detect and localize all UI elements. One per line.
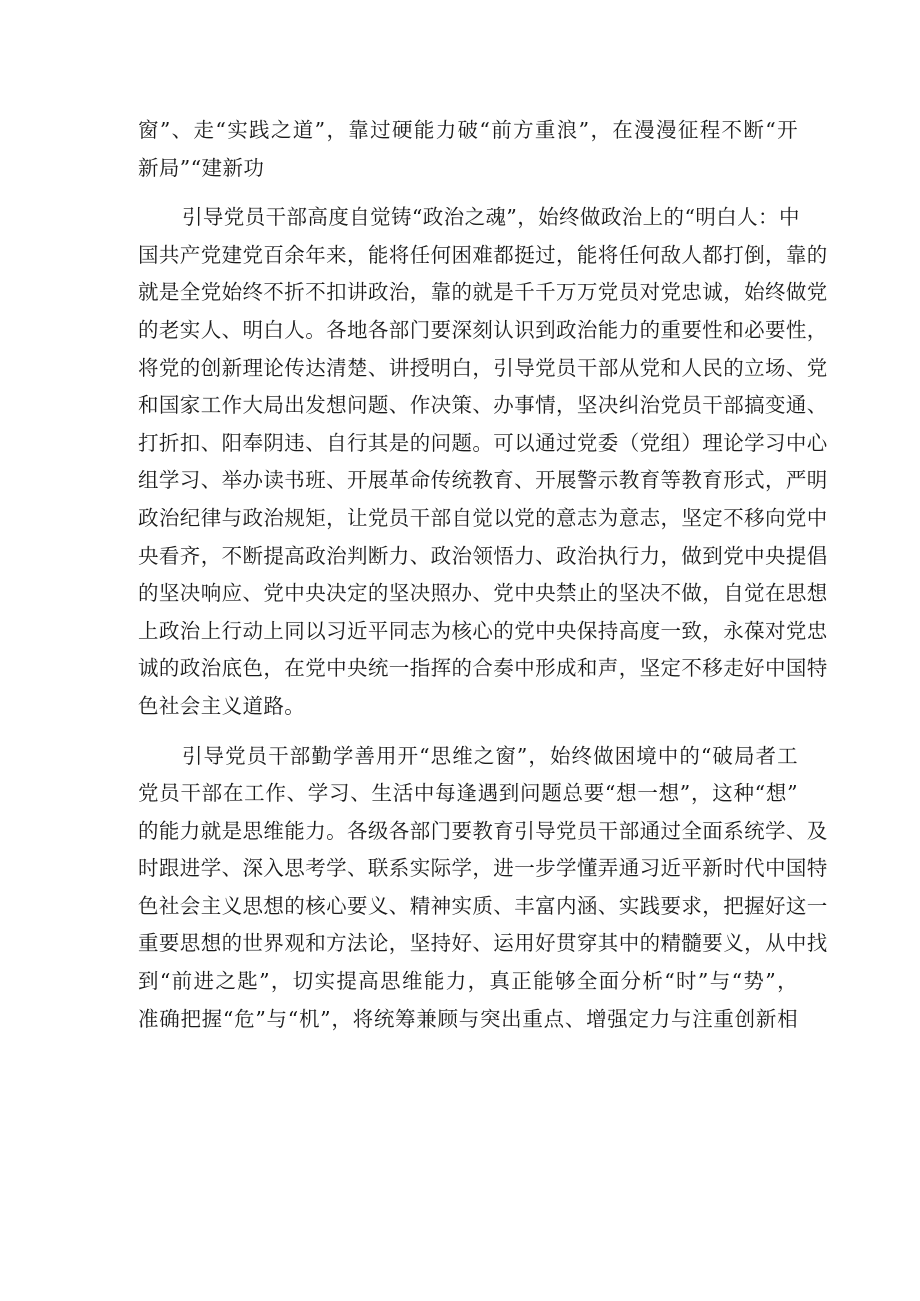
paragraph-thinking-window — [138, 738, 828, 1039]
text-line: 时跟进学、深入思考学、联系实际学，进一步学懂弄通习近平新时代中国特 — [138, 856, 828, 881]
text-line: 国共产党建党百余年来，能将任何困难都挺过，能将任何敌人都打倒，靠的 — [138, 242, 828, 267]
text-line: 到“前进之匙”，切实提高思维能力，真正能够全面分析“时”与“势”， — [138, 969, 798, 994]
text-line: 央看齐，不断提高政治判断力、政治领悟力、政治执行力，做到党中央提倡 — [138, 543, 828, 568]
text-line: 重要思想的世界观和方法论，坚持好、运用好贯穿其中的精髓要义，从中找 — [138, 931, 828, 956]
text-line: 党员干部在工作、学习、生活中每逢遇到问题总要“想一想”，这种“想” — [138, 781, 798, 806]
text-line: 政治纪律与政治规矩，让党员干部自觉以党的意志为意志，坚定不移向党中 — [138, 505, 828, 530]
paragraph-political-soul — [138, 199, 828, 725]
text-line: 引导党员干部高度自觉铸“政治之魂”，始终做政治上的“明白人：中 — [182, 205, 800, 230]
text-line: 上政治上行动上同以习近平同志为核心的党中央保持高度一致，永葆对党忠 — [138, 618, 828, 643]
text-line: 打折扣、阳奉阴违、自行其是的问题。可以通过党委（党组）理论学习中心 — [138, 430, 828, 455]
text-line: 就是全党始终不折不扣讲政治，靠的就是千千万万党员对党忠诚，始终做党 — [138, 280, 828, 305]
text-line: 色社会主义道路。 — [138, 693, 306, 718]
document-page — [138, 112, 828, 1038]
text-line: 诚的政治底色，在党中央统一指挥的合奏中形成和声，坚定不移走好中国特 — [138, 656, 828, 681]
paragraph-gap — [138, 187, 798, 199]
text-line: 将党的创新理论传达清楚、讲授明白，引导党员干部从党和人民的立场、党 — [138, 355, 828, 380]
paragraph-gap — [138, 726, 798, 738]
text-line: 组学习、举办读书班、开展革命传统教育、开展警示教育等教育形式，严明 — [138, 468, 828, 493]
text-line: 的坚决响应、党中央决定的坚决照办、党中央禁止的坚决不做，自觉在思想 — [138, 581, 828, 606]
text-line: 和国家工作大局出发想问题、作决策、办事情，坚决纠治党员干部搞变通、 — [138, 393, 828, 418]
text-line: 准确把握“危”与“机”，将统筹兼顾与突出重点、增强定力与注重创新相 — [138, 1006, 798, 1031]
text-line: 的老实人、明白人。各地各部门要深刻认识到政治能力的重要性和必要性， — [138, 317, 828, 342]
text-line: 的能力就是思维能力。各级各部门要教育引导党员干部通过全面系统学、及 — [138, 818, 828, 843]
text-line: 新局”“建新功 — [138, 155, 265, 180]
text-line: 色社会主义思想的核心要义、精神实质、丰富内涵、实践要求，把握好这一 — [138, 893, 828, 918]
paragraph-continuation — [138, 112, 798, 187]
text-line: 引导党员干部勤学善用开“思维之窗”，始终做困境中的“破局者工 — [182, 743, 798, 768]
text-line: 窗”、走“实践之道”，靠过硬能力破“前方重浪”，在漫漫征程不断“开 — [138, 118, 798, 142]
